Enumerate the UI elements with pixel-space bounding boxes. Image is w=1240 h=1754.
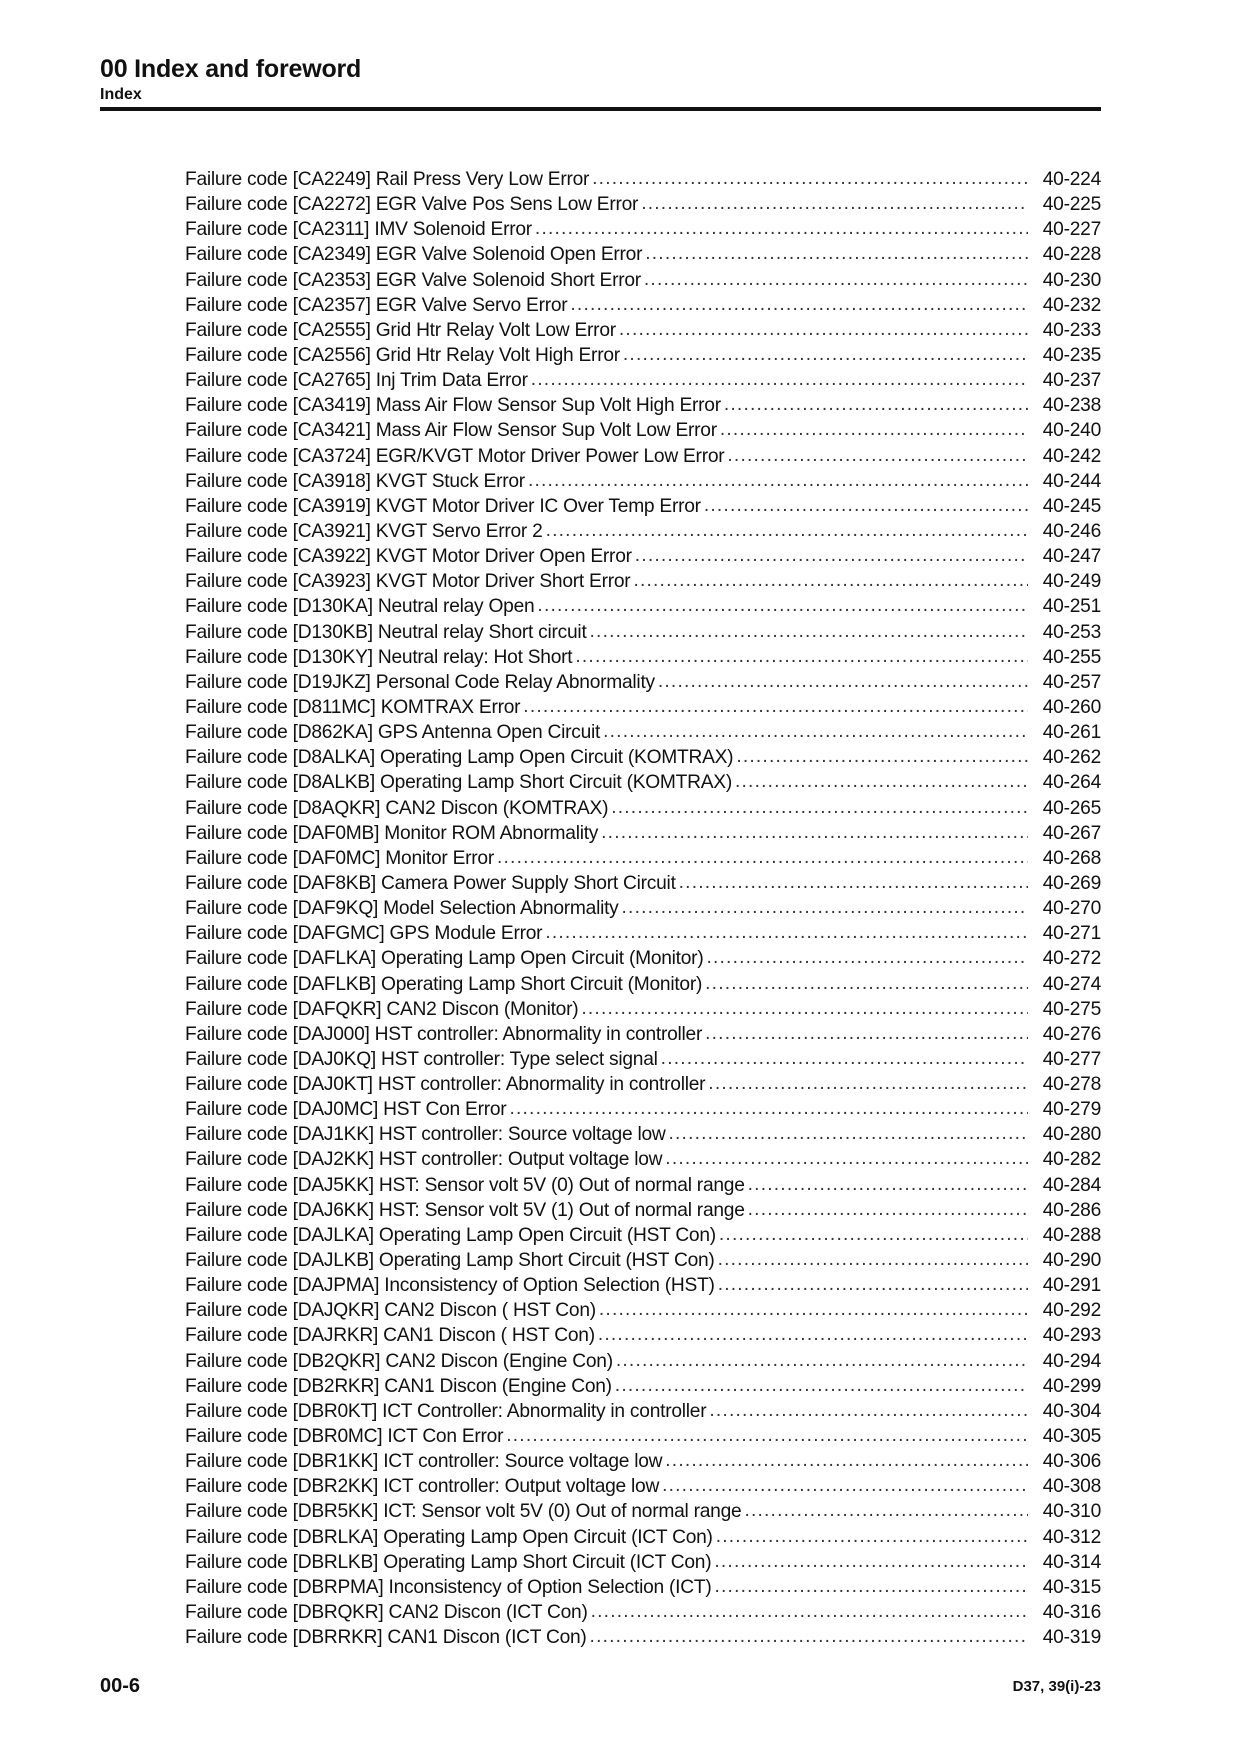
entry-page-number: 40-288 [1042, 1224, 1101, 1246]
entry-page-number: 40-247 [1042, 546, 1101, 568]
entry-title: Failure code [CA2249] Rail Press Very Low Error [185, 169, 590, 190]
dot-leader [661, 1046, 1028, 1071]
index-entry[interactable] [185, 1399, 1101, 1424]
entry-title: Failure code [CA3421] Mass Air Flow Sensor Sup Volt Low Error [185, 420, 717, 442]
index-entry[interactable] [185, 946, 1101, 971]
dot-leader [615, 1373, 1028, 1398]
dot-leader [720, 417, 1028, 442]
dot-leader [509, 1096, 1028, 1121]
index-entry[interactable] [185, 192, 1101, 217]
entry-title: Failure code [DAJ5KK] HST: Sensor volt 5V (0) Out of normal range [185, 1174, 745, 1196]
entry-page-number: 40-228 [1042, 244, 1101, 266]
dot-leader [704, 493, 1028, 518]
index-entry[interactable] [185, 444, 1101, 469]
entry-page-number: 40-315 [1042, 1576, 1101, 1598]
entry-title: Failure code [DB2QKR] CAN2 Discon (Engine Con) [185, 1350, 613, 1372]
index-entry[interactable] [185, 268, 1101, 293]
dot-leader [705, 971, 1028, 996]
index-entry[interactable] [185, 1198, 1101, 1223]
entry-title: Failure code [DBRLKB] Operating Lamp Short Circuit (ICT Con) [185, 1551, 712, 1573]
entry-title: Failure code [CA2357] EGR Valve Servo Error [185, 294, 568, 316]
entry-page-number: 40-264 [1042, 772, 1101, 794]
dot-leader [705, 1021, 1028, 1046]
entry-page-number: 40-232 [1042, 294, 1101, 316]
index-entry[interactable] [185, 368, 1101, 393]
index-list [185, 167, 1101, 1650]
index-entry[interactable] [185, 1525, 1101, 1550]
section-title: Index [100, 86, 142, 103]
entry-page-number: 40-308 [1042, 1476, 1101, 1498]
entry-title: Failure code [DAF0MB] Monitor ROM Abnormality [185, 822, 599, 844]
entry-title: Failure code [CA2556] Grid Htr Relay Volt High Error [185, 344, 620, 366]
dot-leader [645, 241, 1028, 266]
index-entry[interactable] [185, 670, 1101, 695]
entry-page-number: 40-251 [1042, 596, 1101, 618]
dot-leader [598, 1322, 1028, 1347]
entry-page-number: 40-268 [1042, 847, 1101, 869]
entry-title: Failure code [DAJ000] HST controller: Abnormality in controller [185, 1023, 703, 1045]
index-entry[interactable] [185, 1122, 1101, 1147]
index-entry[interactable] [185, 1600, 1101, 1625]
entry-page-number: 40-272 [1042, 948, 1101, 970]
index-entry[interactable] [185, 1449, 1101, 1474]
index-entry[interactable] [185, 1223, 1101, 1248]
index-entry[interactable] [185, 645, 1101, 670]
entry-title: Failure code [DBRRKR] CAN1 Discon (ICT Con) [185, 1627, 587, 1649]
index-entry[interactable] [185, 695, 1101, 720]
entry-page-number: 40-242 [1042, 445, 1101, 467]
index-entry[interactable] [185, 469, 1101, 494]
dot-leader [592, 166, 1028, 191]
entry-page-number: 40-274 [1042, 973, 1101, 995]
index-entry[interactable] [185, 1575, 1101, 1600]
dot-leader [662, 1473, 1028, 1498]
entry-page-number: 40-235 [1042, 344, 1101, 366]
index-entry[interactable] [185, 745, 1101, 770]
dot-leader [590, 619, 1028, 644]
entry-page-number: 40-240 [1042, 420, 1101, 442]
dot-leader [623, 342, 1028, 367]
entry-title: Failure code [D130KB] Neutral relay Short circuit [185, 621, 587, 643]
dot-leader [665, 1146, 1028, 1171]
entry-title: Failure code [CA3921] KVGT Servo Error 2 [185, 520, 543, 542]
dot-leader [528, 468, 1028, 493]
entry-title: Failure code [D8AQKR] CAN2 Discon (KOMTRAX) [185, 797, 609, 819]
index-entry[interactable] [185, 167, 1101, 192]
entry-title: Failure code [DAJPMA] Inconsistency of Option Selection (HST) [185, 1275, 715, 1297]
dot-leader [658, 669, 1028, 694]
index-entry[interactable] [185, 620, 1101, 645]
entry-page-number: 40-290 [1042, 1250, 1101, 1272]
entry-title: Failure code [DAFLKB] Operating Lamp Short Circuit (Monitor) [185, 973, 703, 995]
entry-title: Failure code [DAJQKR] CAN2 Discon ( HST Con) [185, 1300, 596, 1322]
entry-title: Failure code [DAJ0MC] HST Con Error [185, 1099, 507, 1121]
entry-title: Failure code [CA2353] EGR Valve Solenoid Short Error [185, 269, 641, 291]
dot-leader [718, 1272, 1028, 1297]
entry-page-number: 40-306 [1042, 1451, 1101, 1473]
dot-leader [736, 744, 1028, 769]
index-entry[interactable] [185, 1273, 1101, 1298]
dot-leader [727, 443, 1028, 468]
entry-title: Failure code [DAF0MC] Monitor Error [185, 847, 494, 869]
entry-title: Failure code [D8ALKA] Operating Lamp Open Circuit (KOMTRAX) [185, 747, 734, 769]
entry-page-number: 40-257 [1042, 671, 1101, 693]
dot-leader [724, 392, 1028, 417]
dot-leader [744, 1498, 1028, 1523]
entry-page-number: 40-278 [1042, 1074, 1101, 1096]
entry-title: Failure code [DAJ0KT] HST controller: Abnormality in controller [185, 1074, 706, 1096]
dot-leader [748, 1172, 1028, 1197]
index-entry[interactable] [185, 1072, 1101, 1097]
chapter-title: 00 Index and foreword [100, 55, 362, 83]
entry-title: Failure code [D811MC] KOMTRAX Error [185, 696, 521, 718]
dot-leader [619, 317, 1028, 342]
index-entry[interactable] [185, 1022, 1101, 1047]
entry-title: Failure code [DAFLKA] Operating Lamp Open Circuit (Monitor) [185, 948, 704, 970]
entry-title: Failure code [DBRLKA] Operating Lamp Open Circuit (ICT Con) [185, 1526, 713, 1548]
dot-leader [644, 267, 1028, 292]
index-entry[interactable] [185, 1298, 1101, 1323]
index-entry[interactable] [185, 293, 1101, 318]
index-entry[interactable] [185, 821, 1101, 846]
dot-leader [506, 1423, 1028, 1448]
entry-title: Failure code [D130KY] Neutral relay: Hot Short [185, 646, 573, 668]
entry-title: Failure code [DAJ6KK] HST: Sensor volt 5V (1) Out of normal range [185, 1199, 745, 1221]
index-entry[interactable] [185, 1374, 1101, 1399]
entry-page-number: 40-292 [1042, 1300, 1101, 1322]
dot-leader [709, 1398, 1028, 1423]
index-entry[interactable] [185, 997, 1101, 1022]
entry-page-number: 40-237 [1042, 370, 1101, 392]
index-entry[interactable] [185, 1248, 1101, 1273]
index-entry[interactable] [185, 418, 1101, 443]
entry-title: Failure code [D19JKZ] Personal Code Relay Abnormality [185, 671, 655, 693]
entry-page-number: 40-225 [1042, 194, 1101, 216]
dot-leader [601, 820, 1028, 845]
entry-page-number: 40-284 [1042, 1174, 1101, 1196]
index-entry[interactable] [185, 1173, 1101, 1198]
entry-page-number: 40-275 [1042, 998, 1101, 1020]
dot-leader [591, 1599, 1028, 1624]
dot-leader [668, 1121, 1028, 1146]
dot-leader [545, 920, 1028, 945]
entry-page-number: 40-244 [1042, 470, 1101, 492]
entry-title: Failure code [DBR2KK] ICT controller: Output voltage low [185, 1476, 660, 1498]
dot-leader [641, 191, 1028, 216]
entry-title: Failure code [DBR0MC] ICT Con Error [185, 1426, 504, 1448]
entry-page-number: 40-227 [1042, 219, 1101, 241]
index-entry[interactable] [185, 569, 1101, 594]
index-entry[interactable] [185, 1474, 1101, 1499]
entry-title: Failure code [CA2765] Inj Trim Data Error [185, 370, 528, 392]
entry-page-number: 40-270 [1042, 898, 1101, 920]
dot-leader [531, 367, 1028, 392]
entry-page-number: 40-265 [1042, 797, 1101, 819]
index-entry[interactable] [185, 318, 1101, 343]
index-entry[interactable] [185, 1147, 1101, 1172]
entry-page-number: 40-224 [1042, 169, 1101, 190]
entry-page-number: 40-286 [1042, 1199, 1101, 1221]
index-entry[interactable] [185, 871, 1101, 896]
entry-title: Failure code [DAF9KQ] Model Selection Abnormality [185, 898, 619, 920]
entry-page-number: 40-304 [1042, 1400, 1101, 1422]
entry-page-number: 40-279 [1042, 1099, 1101, 1121]
dot-leader [599, 1297, 1028, 1322]
dot-leader [714, 1574, 1028, 1599]
entry-title: Failure code [DAJRKR] CAN1 Discon ( HST Con) [185, 1325, 595, 1347]
dot-leader [716, 1524, 1028, 1549]
entry-page-number: 40-293 [1042, 1325, 1101, 1347]
index-entry[interactable] [185, 1625, 1101, 1650]
entry-title: Failure code [CA2555] Grid Htr Relay Volt Low Error [185, 319, 616, 341]
index-entry[interactable] [185, 972, 1101, 997]
index-entry[interactable] [185, 896, 1101, 921]
entry-page-number: 40-299 [1042, 1375, 1101, 1397]
entry-title: Failure code [CA3919] KVGT Motor Driver IC Over Temp Error [185, 495, 701, 517]
dot-leader [590, 1624, 1028, 1649]
entry-title: Failure code [D130KA] Neutral relay Open [185, 596, 535, 618]
entry-page-number: 40-253 [1042, 621, 1101, 643]
footer-page-number: 00-6 [100, 1675, 141, 1697]
entry-page-number: 40-314 [1042, 1551, 1101, 1573]
dot-leader [575, 644, 1028, 669]
footer-model: D37, 39(i)-23 [1012, 1678, 1101, 1695]
entry-title: Failure code [DAFQKR] CAN2 Discon (Monitor) [185, 998, 579, 1020]
dot-leader [616, 1348, 1028, 1373]
entry-title: Failure code [CA2272] EGR Valve Pos Sens Low Error [185, 194, 639, 216]
entry-page-number: 40-319 [1042, 1627, 1101, 1649]
entry-page-number: 40-230 [1042, 269, 1101, 291]
entry-page-number: 40-305 [1042, 1426, 1101, 1448]
entry-page-number: 40-262 [1042, 747, 1101, 769]
entry-title: Failure code [CA2311] IMV Solenoid Error [185, 219, 532, 241]
entry-page-number: 40-233 [1042, 319, 1101, 341]
entry-page-number: 40-282 [1042, 1149, 1101, 1171]
dot-leader [719, 1222, 1028, 1247]
entry-title: Failure code [DAJ1KK] HST controller: Source voltage low [185, 1124, 666, 1146]
index-entry[interactable] [185, 1424, 1101, 1449]
dot-leader [679, 870, 1028, 895]
index-entry[interactable] [185, 1550, 1101, 1575]
entry-page-number: 40-267 [1042, 822, 1101, 844]
dot-leader [714, 1549, 1028, 1574]
entry-page-number: 40-246 [1042, 520, 1101, 542]
dot-leader [735, 769, 1028, 794]
entry-page-number: 40-277 [1042, 1048, 1101, 1070]
dot-leader [635, 543, 1028, 568]
header-divider [100, 107, 1101, 111]
index-entry[interactable] [185, 343, 1101, 368]
entry-title: Failure code [CA3724] EGR/KVGT Motor Driver Power Low Error [185, 445, 725, 467]
entry-title: Failure code [D8ALKB] Operating Lamp Short Circuit (KOMTRAX) [185, 772, 732, 794]
entry-page-number: 40-269 [1042, 872, 1101, 894]
entry-page-number: 40-276 [1042, 1023, 1101, 1045]
entry-title: Failure code [DBR5KK] ICT: Sensor volt 5V (0) Out of normal range [185, 1501, 742, 1523]
dot-leader [497, 845, 1028, 870]
index-entry[interactable] [185, 544, 1101, 569]
entry-title: Failure code [CA3419] Mass Air Flow Sensor Sup Volt High Error [185, 395, 721, 417]
entry-title: Failure code [DAJ0KQ] HST controller: Type select signal [185, 1048, 658, 1070]
entry-page-number: 40-316 [1042, 1602, 1101, 1624]
entry-title: Failure code [DAJ2KK] HST controller: Output voltage low [185, 1149, 663, 1171]
index-entry[interactable] [185, 519, 1101, 544]
index-entry[interactable] [185, 770, 1101, 795]
index-entry[interactable] [185, 1097, 1101, 1122]
dot-leader [706, 945, 1028, 970]
entry-title: Failure code [DAJLKB] Operating Lamp Short Circuit (HST Con) [185, 1250, 715, 1272]
dot-leader [581, 996, 1028, 1021]
index-entry[interactable] [185, 594, 1101, 619]
index-entry[interactable] [185, 494, 1101, 519]
entry-title: Failure code [CA3923] KVGT Motor Driver Short Error [185, 571, 631, 593]
entry-page-number: 40-291 [1042, 1275, 1101, 1297]
entry-title: Failure code [DAF8KB] Camera Power Supply Short Circuit [185, 872, 676, 894]
entry-page-number: 40-280 [1042, 1124, 1101, 1146]
dot-leader [748, 1197, 1028, 1222]
index-entry[interactable] [185, 846, 1101, 871]
index-entry[interactable] [185, 921, 1101, 946]
entry-title: Failure code [DBR1KK] ICT controller: Source voltage low [185, 1451, 663, 1473]
entry-page-number: 40-312 [1042, 1526, 1101, 1548]
dot-leader [633, 568, 1028, 593]
entry-page-number: 40-249 [1042, 571, 1101, 593]
entry-title: Failure code [DB2RKR] CAN1 Discon (Engine Con) [185, 1375, 612, 1397]
entry-page-number: 40-271 [1042, 923, 1101, 945]
index-entry[interactable] [185, 1323, 1101, 1348]
entry-page-number: 40-294 [1042, 1350, 1101, 1372]
entry-title: Failure code [CA3918] KVGT Stuck Error [185, 470, 525, 492]
dot-leader [718, 1247, 1028, 1272]
dot-leader [535, 216, 1028, 241]
entry-title: Failure code [DBR0KT] ICT Controller: Abnormality in controller [185, 1400, 707, 1422]
dot-leader [570, 292, 1028, 317]
dot-leader [708, 1071, 1028, 1096]
page-header [100, 54, 1101, 105]
entry-page-number: 40-310 [1042, 1501, 1101, 1523]
dot-leader [523, 694, 1028, 719]
dot-leader [622, 895, 1028, 920]
index-entry[interactable] [185, 393, 1101, 418]
index-entry[interactable] [185, 1047, 1101, 1072]
entry-page-number: 40-260 [1042, 696, 1101, 718]
index-entry[interactable] [185, 1499, 1101, 1524]
dot-leader [665, 1448, 1028, 1473]
index-entry[interactable] [185, 796, 1101, 821]
entry-title: Failure code [DAJLKA] Operating Lamp Open Circuit (HST Con) [185, 1224, 716, 1246]
entry-page-number: 40-245 [1042, 495, 1101, 517]
dot-leader [537, 593, 1028, 618]
entry-page-number: 40-238 [1042, 395, 1101, 417]
index-entry[interactable] [185, 242, 1101, 267]
index-entry[interactable] [185, 1349, 1101, 1374]
entry-title: Failure code [CA3922] KVGT Motor Driver Open Error [185, 546, 632, 568]
dot-leader [603, 719, 1028, 744]
index-entry[interactable] [185, 720, 1101, 745]
entry-page-number: 40-255 [1042, 646, 1101, 668]
entry-title: Failure code [DBRPMA] Inconsistency of Option Selection (ICT) [185, 1576, 712, 1598]
entry-title: Failure code [DBRQKR] CAN2 Discon (ICT Con) [185, 1602, 588, 1624]
entry-page-number: 40-261 [1042, 722, 1101, 744]
entry-title: Failure code [DAFGMC] GPS Module Error [185, 923, 543, 945]
entry-title: Failure code [D862KA] GPS Antenna Open Circuit [185, 722, 601, 744]
dot-leader [546, 518, 1028, 543]
entry-title: Failure code [CA2349] EGR Valve Solenoid Open Error [185, 244, 643, 266]
dot-leader [611, 795, 1028, 820]
index-entry[interactable] [185, 217, 1101, 242]
